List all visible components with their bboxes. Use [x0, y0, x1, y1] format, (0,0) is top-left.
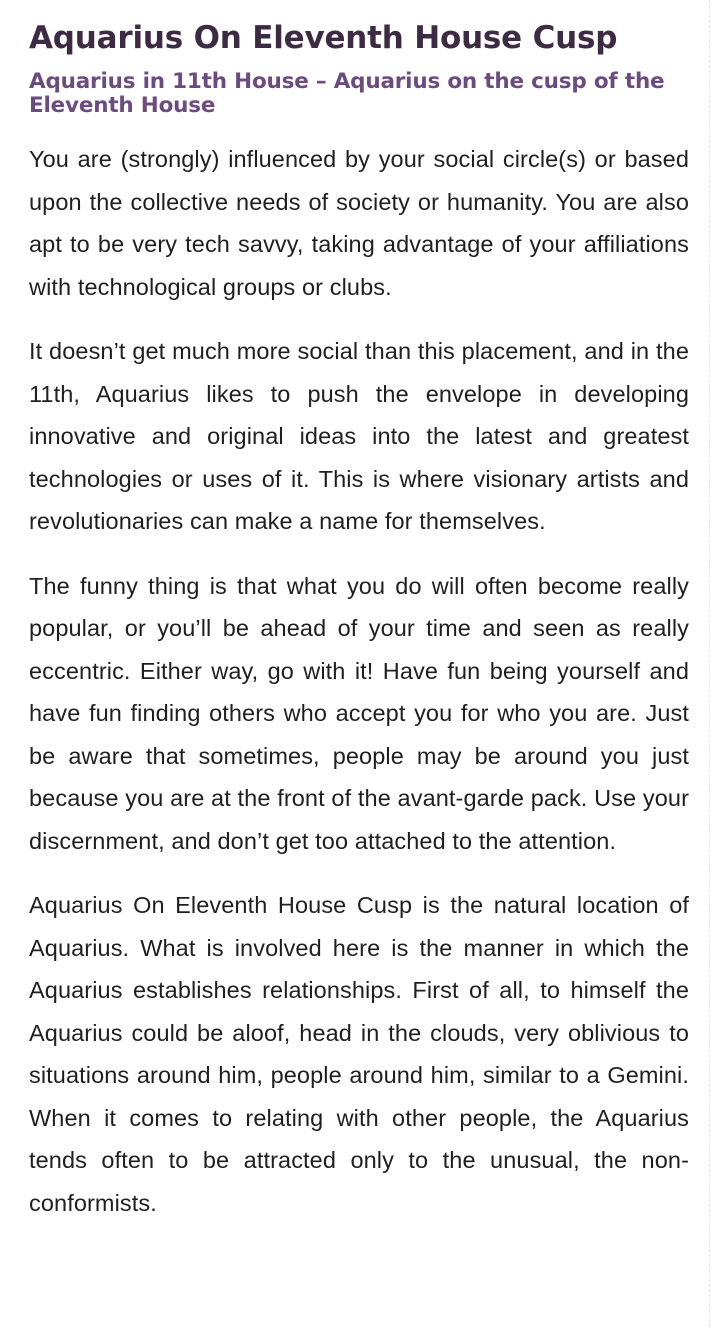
page-subtitle: Aquarius in 11th House – Aquarius on the cusp of the Eleventh House: [29, 69, 665, 118]
article-body: [29, 138, 689, 1224]
paragraph: The funny thing is that what you do will often become really popular, or you’ll be ahead of your time and seen as really eccentric. Either way, go with it! Have fun being yourself and have fun finding others who accept you for who you are. Just be aware that sometimes, people may be around you just because you are at the front of the avant-garde pack. Use your discernment, and don’t get too attached to the attention.: [29, 572, 689, 854]
paragraph: Aquarius On Eleventh House Cusp is the natural location of Aquarius. What is involved here is the manner in which the Aquarius establishes relationships. First of all, to himself the Aquarius could be aloof, head in the clouds, very oblivious to situations around him, people around him, similar to a Gemini. When it comes to relating with other people, the Aquarius tends often to be attracted only to the unusual, the non-conformists.: [29, 892, 689, 1216]
paragraph: It doesn’t get much more social than this placement, and in the 11th, Aquarius likes to push the envelope in developing innovative and original ideas into the latest and greatest technologies or uses of it. This is where visionary artists and revolutionaries can make a name for themselves.: [29, 338, 689, 534]
page-title: Aquarius On Eleventh House Cusp: [29, 20, 618, 56]
page-edge-divider: [709, 0, 710, 1327]
paragraph: You are (strongly) influenced by your social circle(s) or based upon the collective needs of society or humanity. You are also apt to be very tech savvy, taking advantage of your affiliations with technological groups or clubs.: [29, 146, 689, 300]
